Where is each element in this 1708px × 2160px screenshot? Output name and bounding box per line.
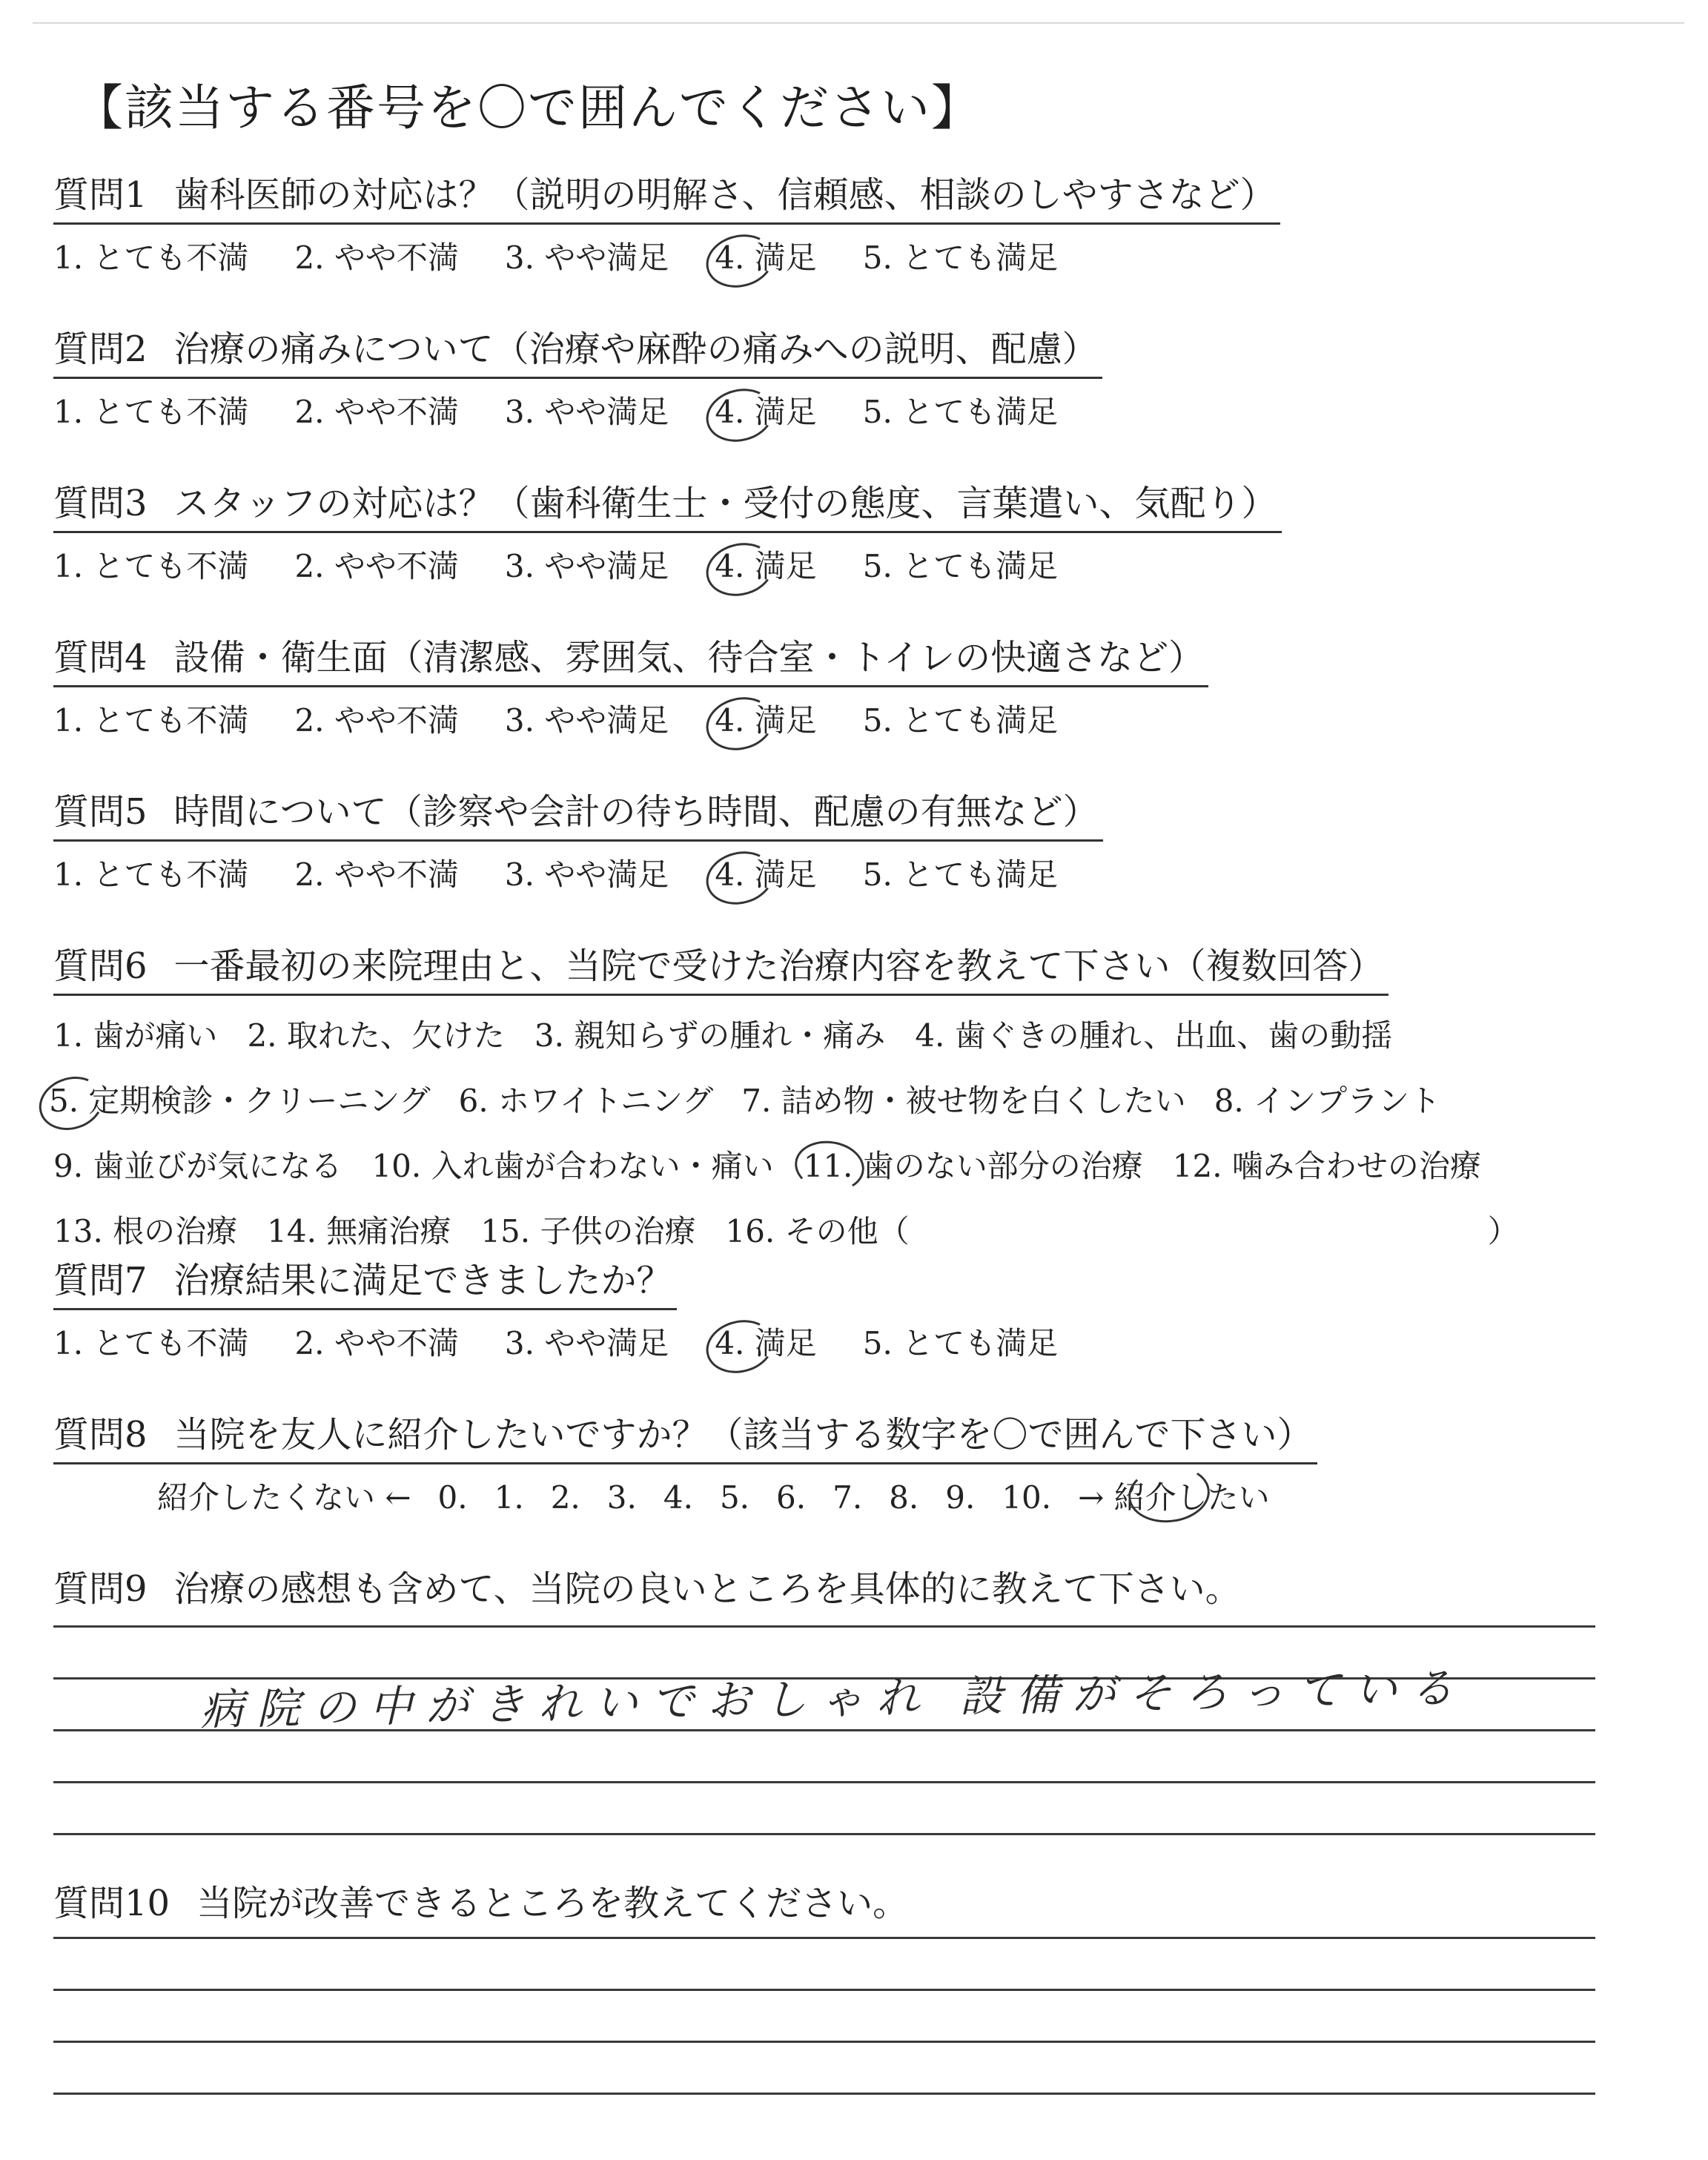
q8-score-3[interactable]: 3. [606, 1479, 637, 1516]
q7-option-5[interactable]: 5. とても満足 [862, 1325, 1059, 1361]
q6-other-close-paren: ） [1487, 1213, 1519, 1249]
question-3-heading [53, 476, 1282, 533]
question-9 [53, 1562, 1245, 1616]
question-4 [53, 630, 1208, 750]
q6-option-15[interactable]: 15. 子供の治療 [480, 1213, 696, 1249]
question-9-text: 治療の感想も含めて、当院の良いところを具体的に教えて下さい。 [173, 1568, 1241, 1610]
answer-line [53, 2093, 1595, 2095]
q6-option-3[interactable]: 3. 親知らずの腫れ・痛み [534, 1017, 886, 1054]
q8-score-9[interactable]: 9. [945, 1479, 976, 1516]
q8-score-6[interactable]: 6. [776, 1479, 807, 1516]
question-7 [53, 1253, 1058, 1373]
question-3-label: 質問3 [53, 483, 148, 524]
question-6-heading [53, 939, 1388, 996]
q7-option-3[interactable]: 3. やや満足 [504, 1325, 669, 1361]
q6-option-6[interactable]: 6. ホワイトニング [458, 1083, 714, 1119]
question-2-label: 質問2 [53, 328, 148, 370]
q1-option-2[interactable]: 2. やや不満 [294, 240, 459, 276]
q8-score-2[interactable]: 2. [550, 1479, 580, 1516]
question-5-label: 質問5 [53, 791, 148, 833]
question-10 [53, 1876, 913, 1931]
top-border [33, 22, 1684, 24]
q6-option-4[interactable]: 4. 歯ぐきの腫れ、出血、歯の動揺 [915, 1017, 1393, 1054]
question-1-heading [53, 168, 1280, 225]
question-6-options [49, 1003, 1519, 1264]
q8-right-label-selected[interactable]: → 紹介したい [1078, 1470, 1270, 1525]
q5-option-4-selected[interactable]: 4. 満足 [715, 846, 816, 904]
q8-left-label: 紹介したくない ← [157, 1479, 411, 1516]
question-9-label: 質問9 [53, 1568, 148, 1610]
q4-option-1[interactable]: 1. とても不満 [53, 702, 249, 739]
question-7-heading [53, 1253, 677, 1310]
question-9-handwritten-answer: 病院の中がきれいでおしゃれ 設備がそろっている [199, 1662, 1468, 1735]
question-3 [53, 476, 1282, 595]
q6-row-3 [53, 1134, 1519, 1199]
question-6-text: 一番最初の来院理由と、当院で受けた治療内容を教えて下さい（複数回答） [173, 945, 1384, 987]
question-7-options [53, 1315, 1058, 1373]
question-1-text: 歯科医師の対応は？（説明の明解さ、信頼感、相談のしやすさなど） [173, 174, 1276, 216]
q8-score-1[interactable]: 1. [494, 1479, 524, 1516]
question-10-text: 当院が改善できるところを教えてください。 [196, 1883, 909, 1924]
question-5-options [53, 846, 1103, 904]
q8-score-5[interactable]: 5. [719, 1479, 750, 1516]
q2-option-4-selected[interactable]: 4. 満足 [715, 383, 816, 441]
question-8-heading [53, 1407, 1317, 1464]
question-4-label: 質問4 [53, 637, 148, 678]
question-4-text: 設備・衛生面（清潔感、雰囲気、待合室・トイレの快適さなど） [173, 637, 1205, 678]
q5-option-2[interactable]: 2. やや不満 [294, 856, 459, 893]
question-5 [53, 785, 1103, 904]
question-10-heading [53, 1876, 913, 1931]
q6-row-2 [49, 1069, 1519, 1134]
question-7-text: 治療結果に満足できましたか？ [173, 1260, 672, 1301]
answer-line [53, 1781, 1595, 1783]
question-2-options [53, 383, 1102, 441]
question-8-text: 当院を友人に紹介したいですか？（該当する数字を〇で囲んで下さい） [173, 1414, 1313, 1456]
q6-option-2[interactable]: 2. 取れた、欠けた [247, 1017, 505, 1054]
question-3-text: スタッフの対応は？（歯科衛生士・受付の態度、言葉遣い、気配り） [173, 483, 1277, 524]
q8-score-4[interactable]: 4. [663, 1479, 693, 1516]
answer-line [53, 1833, 1595, 1835]
q5-option-1[interactable]: 1. とても不満 [53, 856, 249, 893]
q6-option-11-selected[interactable]: 11. 歯のない部分の治療 [804, 1134, 1143, 1199]
question-5-heading [53, 785, 1103, 842]
q1-option-1[interactable]: 1. とても不満 [53, 240, 249, 276]
question-8-scale [157, 1470, 1317, 1525]
q4-option-2[interactable]: 2. やや不満 [294, 702, 459, 739]
q5-option-5[interactable]: 5. とても満足 [862, 856, 1059, 893]
question-5-text: 時間について（診察や会計の待ち時間、配慮の有無など） [173, 791, 1099, 833]
q4-option-4-selected[interactable]: 4. 満足 [715, 692, 816, 750]
q7-option-4-selected[interactable]: 4. 満足 [715, 1315, 816, 1373]
question-1-label: 質問1 [53, 174, 148, 216]
question-1 [53, 168, 1280, 287]
q6-option-10[interactable]: 10. 入れ歯が合わない・痛い [371, 1148, 774, 1184]
answer-line [53, 1625, 1595, 1628]
q7-option-1[interactable]: 1. とても不満 [53, 1325, 249, 1361]
q5-option-3[interactable]: 3. やや満足 [504, 856, 669, 893]
q3-option-2[interactable]: 2. やや不満 [294, 548, 459, 584]
question-2-heading [53, 322, 1102, 379]
q2-option-3[interactable]: 3. やや満足 [504, 394, 669, 430]
answer-line [53, 1937, 1595, 1939]
q4-option-3[interactable]: 3. やや満足 [504, 702, 669, 739]
question-1-options [53, 229, 1280, 287]
question-8-label: 質問8 [53, 1414, 148, 1456]
question-2-text: 治療の痛みについて（治療や麻酔の痛みへの説明、配慮） [173, 328, 1098, 370]
q7-option-2[interactable]: 2. やや不満 [294, 1325, 459, 1361]
q1-option-4-selected[interactable]: 4. 満足 [715, 229, 816, 287]
q2-option-2[interactable]: 2. やや不満 [294, 394, 459, 430]
question-10-answer-lines[interactable] [53, 1937, 1595, 2144]
q6-option-5-selected[interactable]: 5. 定期検診・クリーニング [49, 1069, 431, 1134]
question-4-heading [53, 630, 1208, 687]
question-2 [53, 322, 1102, 441]
q8-score-7[interactable]: 7. [833, 1479, 863, 1516]
question-6-label: 質問6 [53, 945, 148, 987]
question-4-options [53, 692, 1208, 750]
question-8 [53, 1407, 1317, 1525]
answer-line [53, 2041, 1595, 2043]
q1-option-5[interactable]: 5. とても満足 [862, 240, 1059, 276]
q6-option-13[interactable]: 13. 根の治療 [53, 1213, 238, 1249]
q1-option-3[interactable]: 3. やや満足 [504, 240, 669, 276]
question-10-label: 質問10 [53, 1883, 171, 1924]
q4-option-5[interactable]: 5. とても満足 [862, 702, 1059, 739]
question-6 [49, 939, 1519, 1264]
answer-line [53, 1989, 1595, 1991]
q3-option-5[interactable]: 5. とても満足 [862, 548, 1059, 584]
q6-option-16[interactable]: 16. その他（ [725, 1213, 910, 1249]
q8-score-0[interactable]: 0. [437, 1479, 468, 1516]
q6-option-7[interactable]: 7. 詰め物・被せ物を白くしたい [741, 1083, 1186, 1119]
q2-option-5[interactable]: 5. とても満足 [862, 394, 1059, 430]
q3-option-1[interactable]: 1. とても不満 [53, 548, 249, 584]
q3-option-4-selected[interactable]: 4. 満足 [715, 538, 816, 595]
q3-option-3[interactable]: 3. やや満足 [504, 548, 669, 584]
question-3-options [53, 538, 1282, 595]
question-7-label: 質問7 [53, 1260, 148, 1301]
q6-option-14[interactable]: 14. 無痛治療 [267, 1213, 451, 1249]
question-9-heading [53, 1562, 1245, 1616]
q2-option-1[interactable]: 1. とても不満 [53, 394, 249, 430]
q6-option-8[interactable]: 8. インプラント [1214, 1083, 1441, 1119]
q8-score-10[interactable]: 10. [1002, 1479, 1052, 1516]
q6-option-1[interactable]: 1. 歯が痛い [53, 1017, 218, 1054]
q6-option-9[interactable]: 9. 歯並びが気になる [53, 1148, 342, 1184]
q6-option-12[interactable]: 12. 噛み合わせの治療 [1172, 1148, 1481, 1184]
q8-score-8[interactable]: 8. [889, 1479, 919, 1516]
sheet-title: 【該当する番号を〇で囲んでください】 [74, 79, 982, 136]
q6-row-1 [53, 1003, 1519, 1069]
